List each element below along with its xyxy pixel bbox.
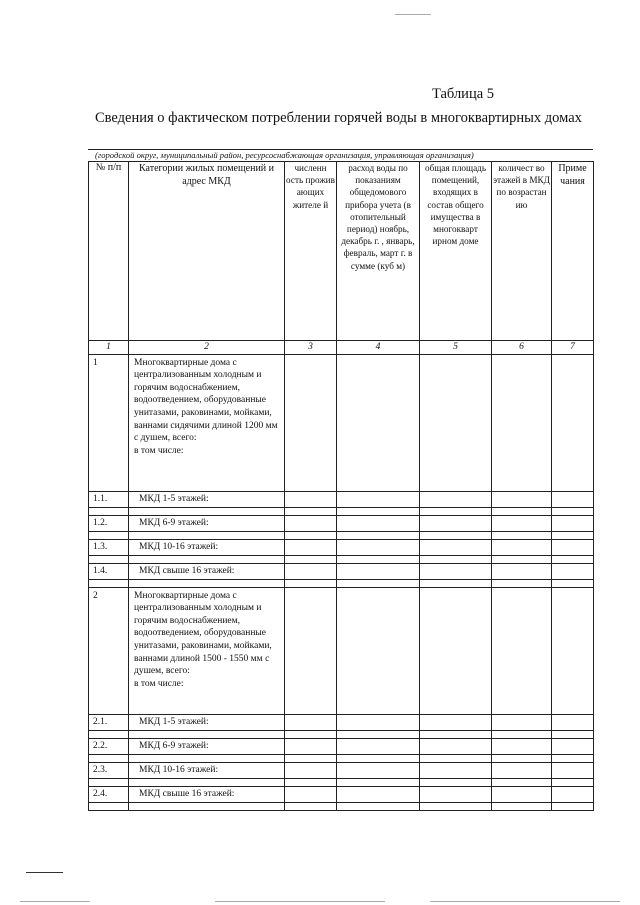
document-title: Сведения о фактическом потреблении горячей воды в многоквартирных домах bbox=[95, 110, 582, 126]
subgroup-row bbox=[89, 539, 594, 555]
group-category-cell bbox=[129, 354, 285, 491]
header-floors: количест во этажей в МКД по возрастан ию bbox=[492, 162, 552, 341]
header-residents: численн ость прожив ающих жителе й bbox=[285, 162, 337, 341]
notes-cell bbox=[552, 587, 594, 714]
footnote-rule bbox=[26, 872, 63, 873]
subgroup-number: 2.2. bbox=[89, 738, 129, 754]
header-common-area: общая площадь помещений, входящих в состав общего имущества в многокварт ирном доме bbox=[420, 162, 492, 341]
subgroup-number: 1.4. bbox=[89, 563, 129, 579]
subgroup-number: 2.4. bbox=[89, 786, 129, 802]
column-number-row bbox=[89, 341, 594, 355]
blank-row bbox=[89, 778, 594, 786]
blank-row bbox=[89, 579, 594, 587]
column-number: 6 bbox=[492, 341, 552, 355]
table-label: Таблица 5 bbox=[432, 86, 495, 102]
consumption-cell bbox=[337, 354, 420, 491]
group-in-that: в том числе: bbox=[134, 678, 184, 689]
area-cell bbox=[420, 354, 492, 491]
group-row bbox=[89, 587, 594, 714]
subtitle: (городской округ, муниципальный район, ресурсоснабжающая организация, управляющая организация) bbox=[95, 150, 474, 160]
scan-mark bbox=[215, 901, 385, 902]
column-number: 3 bbox=[285, 341, 337, 355]
area-cell bbox=[420, 587, 492, 714]
residents-cell bbox=[285, 587, 337, 714]
header-row bbox=[89, 162, 594, 341]
subgroup-label: МКД 6-9 этажей: bbox=[129, 738, 285, 754]
subgroup-row bbox=[89, 714, 594, 730]
floors-cell bbox=[492, 354, 552, 491]
floors-cell bbox=[492, 587, 552, 714]
blank-row bbox=[89, 730, 594, 738]
group-category: Многоквартирные дома с централизованным холодным и горячим водоснабжением, водоотведением, оборудованные унитазами, раковинами, мойками, ваннами сидячими длиной 1200 мм с душем, всего: bbox=[134, 357, 278, 444]
blank-row bbox=[89, 802, 594, 810]
subgroup-number: 2.3. bbox=[89, 762, 129, 778]
consumption-cell bbox=[337, 587, 420, 714]
column-number: 2 bbox=[129, 341, 285, 355]
subgroup-label: МКД 10-16 этажей: bbox=[129, 539, 285, 555]
column-number: 7 bbox=[552, 341, 594, 355]
subgroup-label: МКД 1-5 этажей: bbox=[129, 714, 285, 730]
column-number: 1 bbox=[89, 341, 129, 355]
column-number: 4 bbox=[337, 341, 420, 355]
subgroup-label: МКД 6-9 этажей: bbox=[129, 515, 285, 531]
group-category: Многоквартирные дома с централизованным холодным и горячим водоснабжением, водоотведением, оборудованные унитазами, раковинами, мойками, ваннами длиной 1500 - 1550 мм с душем, всего: bbox=[134, 590, 272, 677]
subgroup-label: МКД свыше 16 этажей: bbox=[129, 563, 285, 579]
notes-cell bbox=[552, 354, 594, 491]
subgroup-label: МКД 1-5 этажей: bbox=[129, 491, 285, 507]
subgroup-row bbox=[89, 786, 594, 802]
column-number: 5 bbox=[420, 341, 492, 355]
blank-row bbox=[89, 531, 594, 539]
blank-row bbox=[89, 555, 594, 563]
scan-mark bbox=[430, 901, 620, 902]
subgroup-number: 1.1. bbox=[89, 491, 129, 507]
group-number: 2 bbox=[89, 587, 129, 714]
subgroup-label: МКД свыше 16 этажей: bbox=[129, 786, 285, 802]
scan-mark bbox=[20, 901, 90, 902]
subgroup-number: 1.3. bbox=[89, 539, 129, 555]
header-water-consumption: расход воды по показаниям общедомового прибора учета (в отопительный период) ноябрь, декабрь г. , январь, февраль, март г. в сумме (куб м) bbox=[337, 162, 420, 341]
subgroup-label: МКД 10-16 этажей: bbox=[129, 762, 285, 778]
header-category: Категории жилых помещений и адрес МКД bbox=[129, 162, 285, 341]
group-number: 1 bbox=[89, 354, 129, 491]
header-number: № п/п bbox=[89, 162, 129, 341]
residents-cell bbox=[285, 354, 337, 491]
blank-row bbox=[89, 507, 594, 515]
subgroup-number: 2.1. bbox=[89, 714, 129, 730]
consumption-table bbox=[88, 161, 594, 811]
group-in-that: в том числе: bbox=[134, 445, 184, 456]
header-notes: Приме чания bbox=[552, 162, 594, 341]
subgroup-row bbox=[89, 563, 594, 579]
subgroup-number: 1.2. bbox=[89, 515, 129, 531]
blank-row bbox=[89, 754, 594, 762]
scan-mark bbox=[395, 14, 431, 15]
subgroup-row bbox=[89, 515, 594, 531]
group-row bbox=[89, 354, 594, 491]
subgroup-row bbox=[89, 762, 594, 778]
subgroup-row bbox=[89, 491, 594, 507]
subgroup-row bbox=[89, 738, 594, 754]
group-category-cell bbox=[129, 587, 285, 714]
